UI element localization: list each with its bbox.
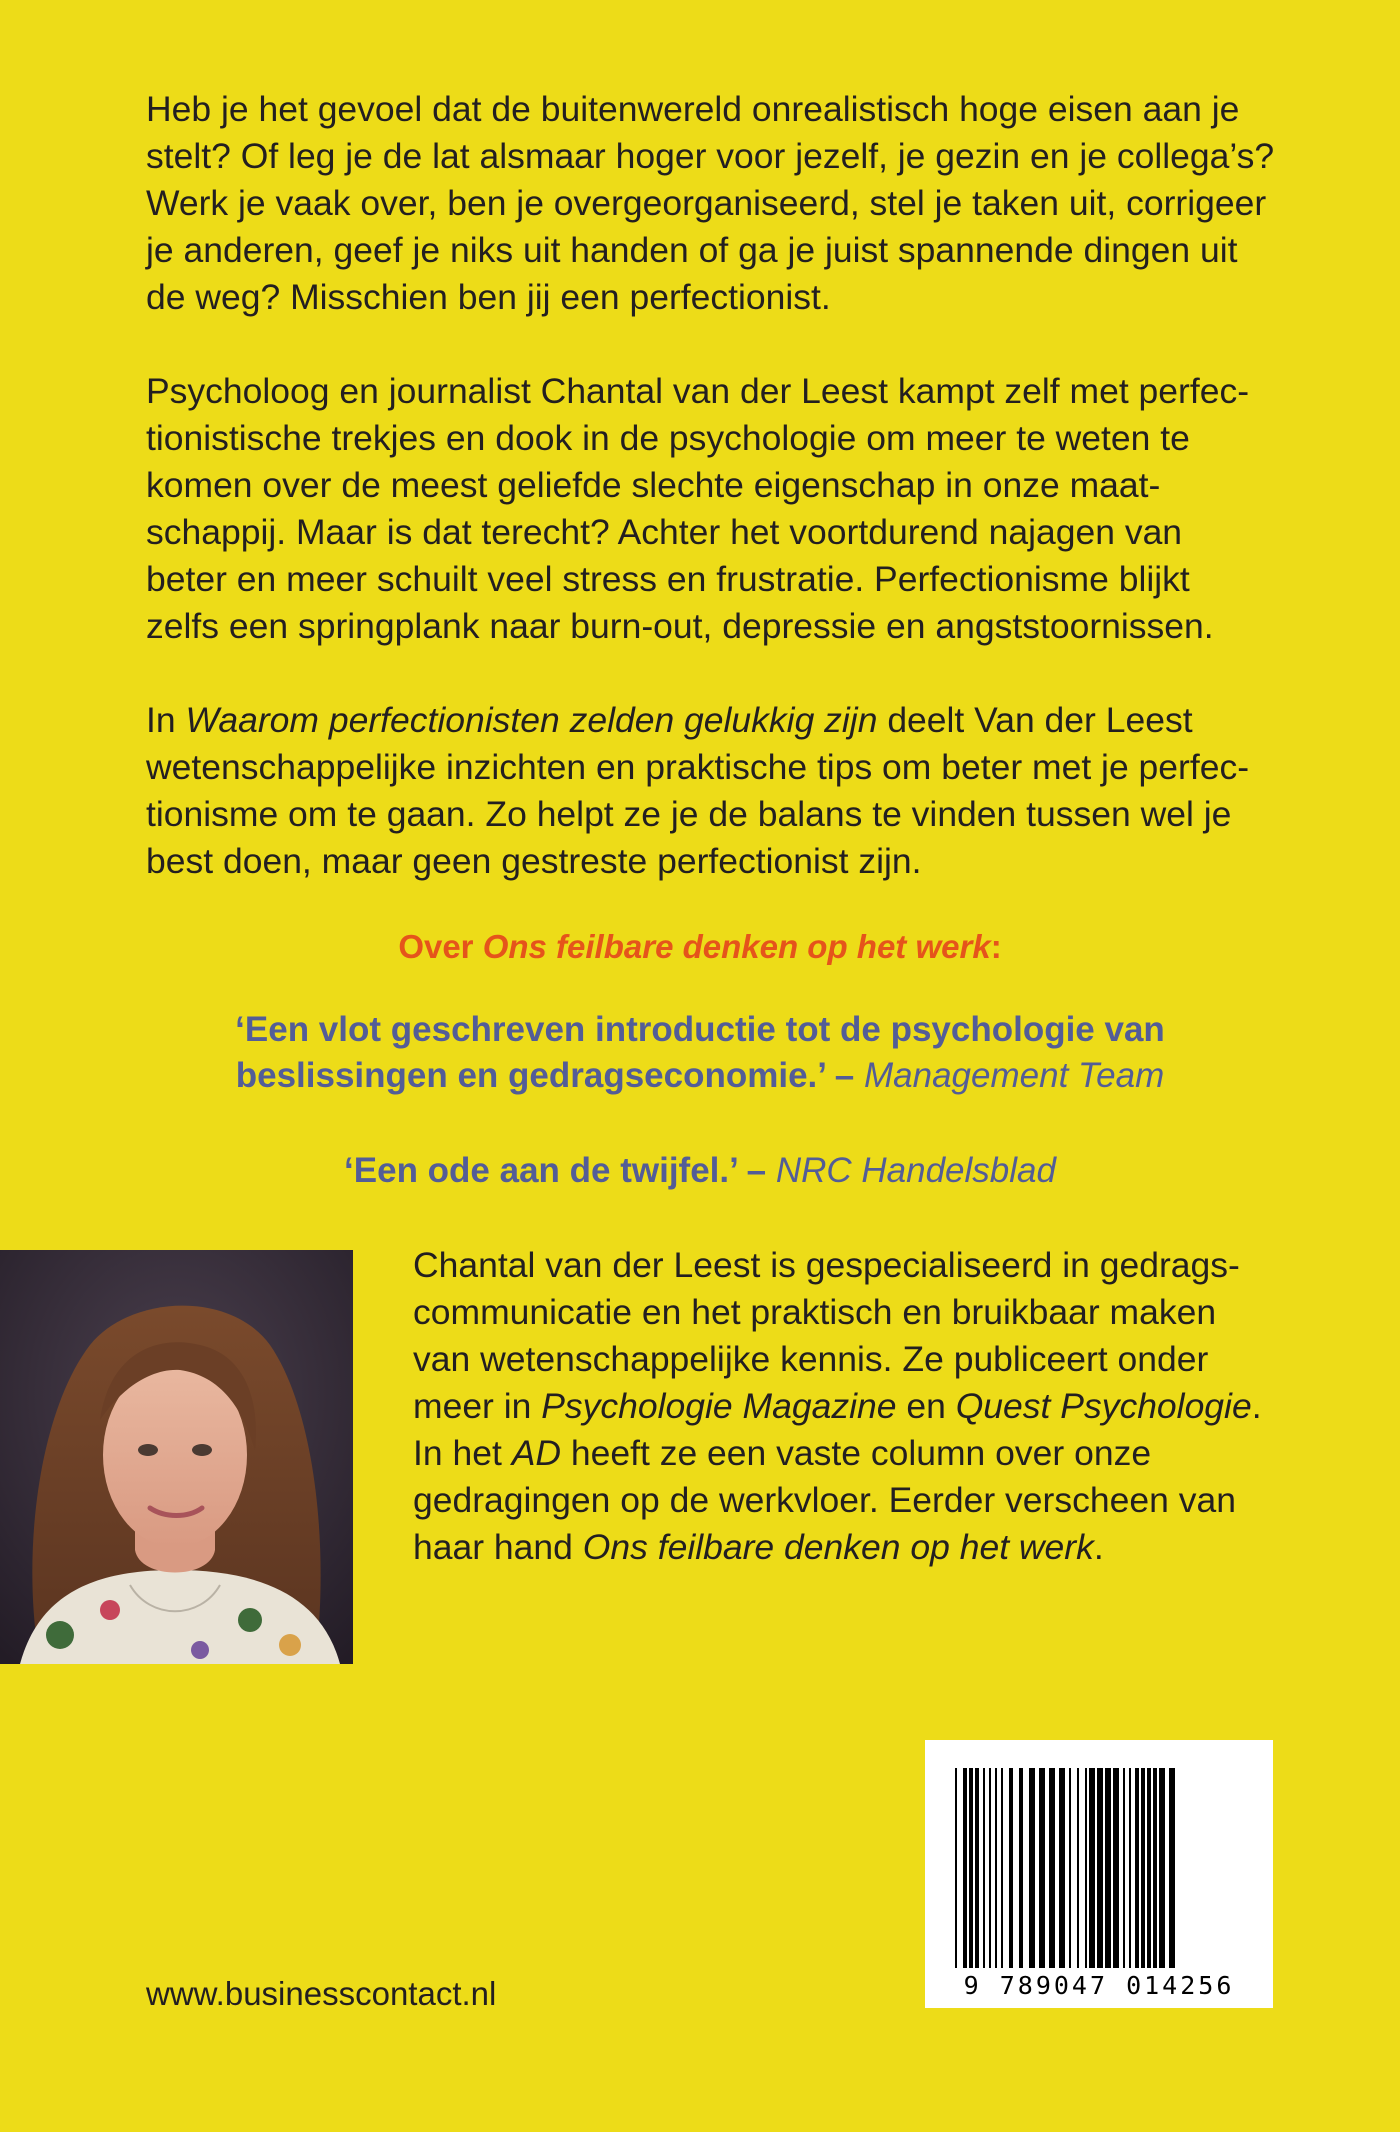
- quote-line: ‘Een vlot geschreven introductie tot de psychologie van: [235, 1010, 1165, 1049]
- isbn-number: 9 789047 014256: [963, 1971, 1235, 2000]
- text-line: Heb je het gevoel dat de buitenwereld onrealistisch hoge eisen aan je: [146, 89, 1240, 129]
- magazine-title: Psychologie Magazine: [541, 1386, 897, 1426]
- bio-text: en: [896, 1386, 956, 1426]
- author-portrait-photo: [0, 1250, 353, 1664]
- bio-text: heeft ze een vaste column over onze: [561, 1433, 1152, 1473]
- barcode-bar: [1141, 1768, 1145, 1968]
- barcode-bar: [1113, 1768, 1119, 1968]
- barcode-bar: [1105, 1768, 1111, 1968]
- quote-source: Management Team: [864, 1056, 1165, 1095]
- text-line: de weg? Misschien ben jij een perfectionist.: [146, 277, 831, 317]
- barcode-bar: [1147, 1768, 1151, 1968]
- quote-line: [0, 1053, 1400, 1099]
- bio-text: haar hand: [413, 1527, 583, 1567]
- barcode-bar: [1129, 1768, 1131, 1968]
- bio-line: [413, 1430, 1313, 1477]
- bio-line: gedragingen op de werkvloer. Eerder verscheen van: [413, 1480, 1236, 1520]
- book-title: Waarom perfectionisten zelden gelukkig zijn: [185, 700, 878, 740]
- text-line: Psycholoog en journalist Chantal van der Leest kampt zelf met perfec-: [146, 371, 1250, 411]
- bio-line: Chantal van der Leest is gespecialiseerd in gedrags-: [413, 1245, 1240, 1285]
- barcode-bar: [989, 1768, 991, 1968]
- publisher-website[interactable]: www.businesscontact.nl: [146, 1975, 497, 2012]
- text-line: tionistische trekjes en dook in de psychologie om meer te weten te: [146, 418, 1190, 458]
- barcode-bar: [1019, 1768, 1023, 1968]
- barcode-bar: [1085, 1768, 1087, 1968]
- praise-quote-2: [0, 1148, 1400, 1194]
- praise-heading-suffix: :: [990, 928, 1002, 965]
- praise-heading-title: Ons feilbare denken op het werk: [482, 928, 991, 965]
- text-line: schappij. Maar is dat terecht? Achter het voortdurend najagen van: [146, 512, 1183, 552]
- text-line: tionisme om te gaan. Zo helpt ze je de balans te vinden tussen wel je: [146, 794, 1232, 834]
- barcode-bar: [995, 1768, 997, 1968]
- text-prefix: In: [146, 700, 186, 740]
- barcode-bar: [969, 1768, 973, 1968]
- bio-text: In het: [413, 1433, 512, 1473]
- praise-heading-prefix: Over: [398, 928, 483, 965]
- barcode-bar: [1029, 1768, 1035, 1968]
- newspaper-title: AD: [511, 1433, 562, 1473]
- bio-line: [413, 1524, 1313, 1571]
- description-paragraph-1: [146, 86, 1276, 321]
- quote-line: [0, 1148, 1400, 1194]
- barcode-bar: [1059, 1768, 1065, 1968]
- quote-source: NRC Handelsblad: [775, 1151, 1056, 1190]
- text-line: wetenschappelijke inzichten en praktische tips om beter met je perfec-: [146, 747, 1250, 787]
- quote-text: beslissingen en gedragseconomie.’ –: [235, 1056, 864, 1095]
- text-line: Werk je vaak over, ben je overgeorganiseerd, stel je taken uit, corrigeer: [146, 183, 1267, 223]
- magazine-title: Quest Psychologie: [955, 1386, 1252, 1426]
- bio-text: .: [1093, 1527, 1104, 1567]
- barcode-bar: [1123, 1768, 1125, 1968]
- book-title: Ons feilbare denken op het werk: [582, 1527, 1094, 1567]
- barcode-bar: [975, 1768, 979, 1968]
- description-paragraph-2: [146, 368, 1276, 650]
- bio-text: .: [1251, 1386, 1262, 1426]
- barcode-bars: [925, 1740, 1273, 1975]
- barcode-bar: [1135, 1768, 1139, 1968]
- text-line: komen over de meest geliefde slechte eigenschap in onze maat-: [146, 465, 1161, 505]
- barcode-bar: [1089, 1768, 1095, 1968]
- description-paragraph-3: [146, 697, 1276, 885]
- text-line: best doen, maar geen gestreste perfectionist zijn.: [146, 841, 922, 881]
- text-suffix: deelt Van der Leest: [877, 700, 1193, 740]
- barcode-bar: [1001, 1768, 1003, 1968]
- barcode-bar: [1009, 1768, 1013, 1968]
- barcode-bar: [983, 1768, 985, 1968]
- praise-heading: [0, 928, 1400, 966]
- barcode-bar: [963, 1768, 967, 1968]
- bio-line: van wetenschappelijke kennis. Ze publiceert onder: [413, 1339, 1209, 1379]
- barcode-bar: [1169, 1768, 1175, 1968]
- text-line: stelt? Of leg je de lat alsmaar hoger voor jezelf, je gezin en je collega’s?: [146, 136, 1275, 176]
- praise-quote-1: [0, 1007, 1400, 1099]
- text-line: zelfs een springplank naar burn-out, depressie en angststoornissen.: [146, 606, 1214, 646]
- barcode-bar: [1153, 1768, 1157, 1968]
- text-line: je anderen, geef je niks uit handen of ga je juist spannende dingen uit: [146, 230, 1238, 270]
- barcode-bar: [1039, 1768, 1045, 1968]
- barcode-bar: [1069, 1768, 1071, 1968]
- bio-line: communicatie en het praktisch en bruikbaar maken: [413, 1292, 1217, 1332]
- bio-line: [413, 1383, 1313, 1430]
- barcode-bar: [1049, 1768, 1055, 1968]
- author-portrait-illustration: [0, 1250, 353, 1664]
- bio-text: meer in: [413, 1386, 542, 1426]
- author-bio: [413, 1242, 1313, 1571]
- barcode-bar: [955, 1768, 957, 1968]
- quote-text: ‘Een ode aan de twijfel.’ –: [344, 1151, 776, 1190]
- barcode-bar: [1097, 1768, 1103, 1968]
- text-line: [146, 697, 1276, 744]
- isbn-barcode: [925, 1740, 1273, 2008]
- barcode-bar: [1077, 1768, 1079, 1968]
- text-line: beter en meer schuilt veel stress en frustratie. Perfectionisme blijkt: [146, 559, 1190, 599]
- barcode-bar: [1159, 1768, 1165, 1968]
